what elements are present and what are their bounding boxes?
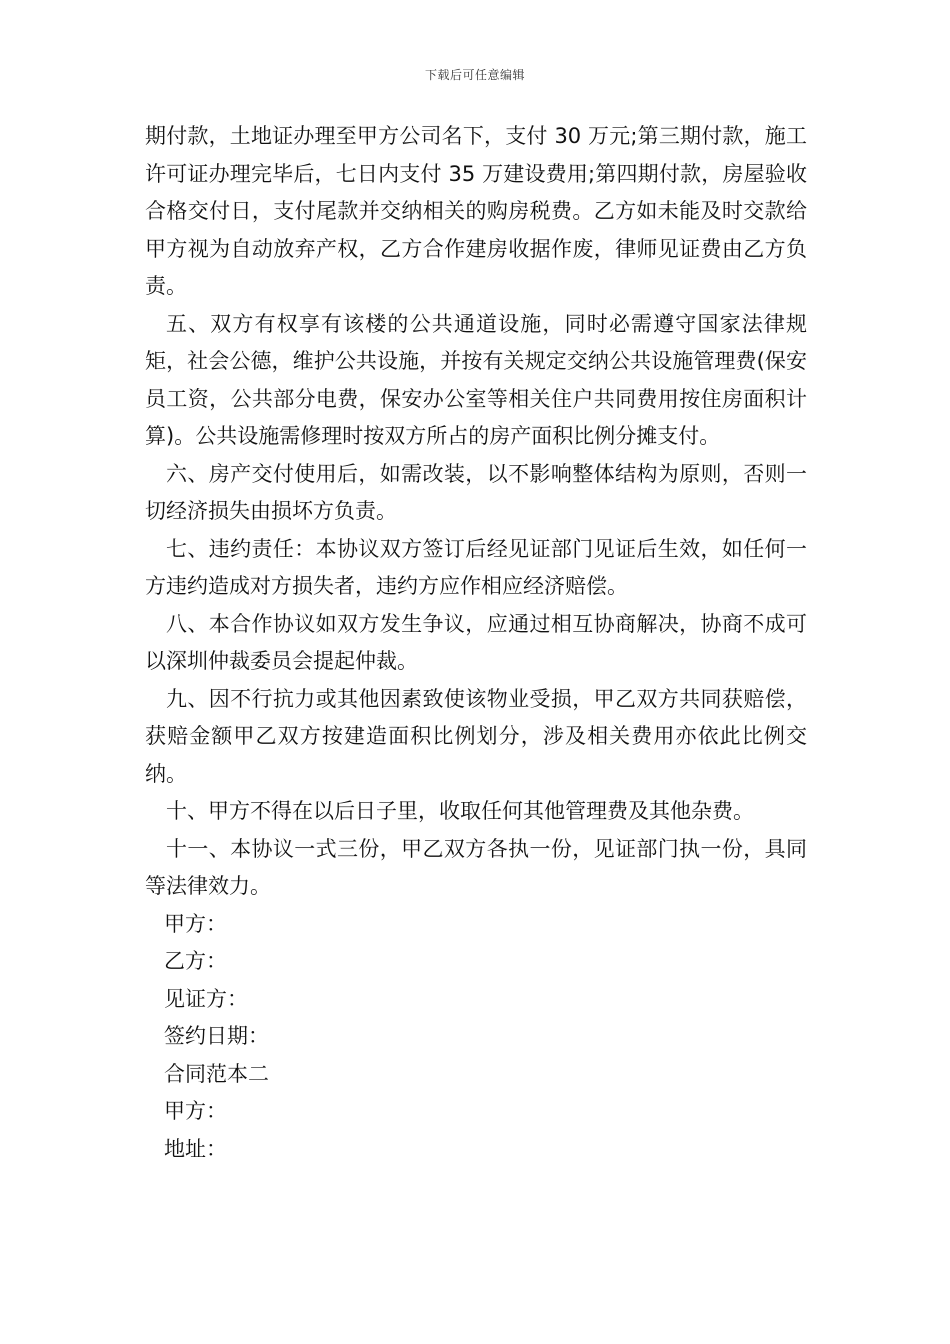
party-a-label-2: 甲方：	[164, 1099, 227, 1123]
address-label: 地址：	[164, 1136, 227, 1161]
party-b-label: 乙方：	[164, 949, 227, 973]
paragraph-clause-10: 十、甲方不得在以后日子里，收取任何其他管理费及其他杂费。	[166, 799, 754, 823]
paragraph-clause-5: 五、双方有权享有该楼的公共通道设施，同时必需遵守国家法律规矩，社会公德，维护公共设施，并按有关规定交纳公共设施管理费(保安员工资，公共部分电费，保安办公室等相关住户共同费用按住房面积计算)。公共设施需修理时按双方所占的房产面积比例分摊支付。	[145, 311, 807, 448]
paragraph-clause-9: 九、因不行抗力或其他因素致使该物业受损，甲乙双方共同获赔偿，获赔金额甲乙双方按建造面积比例划分，涉及相关费用亦依此比例交纳。	[145, 686, 807, 786]
paragraph-clause-11: 十一、本协议一式三份，甲乙双方各执一份，见证部门执一份，具同等法律效力。	[145, 836, 807, 898]
witness-label: 见证方：	[164, 986, 248, 1011]
paragraph-clause-8: 八、本合作协议如双方发生争议，应通过相互协商解决，协商不成可以深圳仲裁委员会提起仲裁。	[145, 611, 807, 673]
party-a-label: 甲方：	[164, 911, 227, 936]
template-two-heading: 合同范本二	[164, 1061, 269, 1086]
page-header: 下载后可任意编辑	[424, 68, 525, 82]
paragraph-payment-terms: 期付款，土地证办理至甲方公司名下，支付 30 万元;第三期付款，施工许可证办理完毕后，七日内支付 35 万建设费用;第四期付款，房屋验收合格交付日，支付尾款并交纳相关的购房税费。乙方如未能及时交款给甲方视为自动放弃产权，乙方合作建房收据作废，律师见证费由乙方负责。	[145, 124, 807, 298]
contract-body	[145, 118, 807, 1168]
signing-date-label: 签约日期：	[164, 1024, 269, 1048]
paragraph-clause-7: 七、违约责任：本协议双方签订后经见证部门见证后生效，如任何一方违约造成对方损失者，违约方应作相应经济赔偿。	[145, 536, 807, 598]
paragraph-clause-6: 六、房产交付使用后，如需改装，以不影响整体结构为原则，否则一切经济损失由损坏方负责。	[145, 461, 807, 523]
